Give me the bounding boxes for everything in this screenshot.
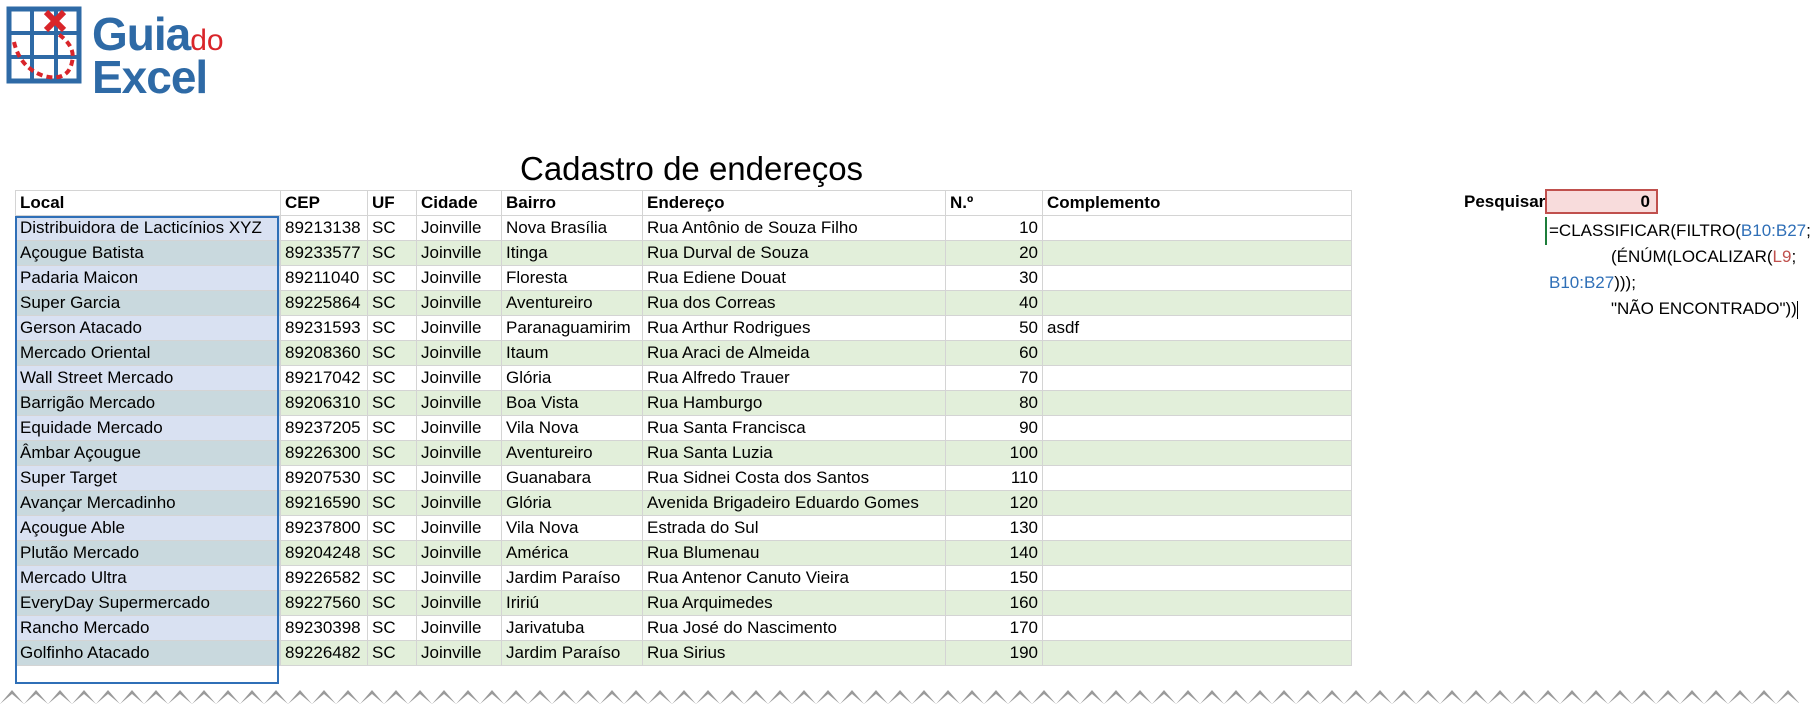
header-cidade[interactable]: Cidade: [417, 191, 502, 216]
formula-line-3: B10:B27)));: [1549, 273, 1636, 292]
cell-uf[interactable]: SC: [368, 291, 417, 316]
cell-endereco[interactable]: Rua dos Correas: [643, 291, 946, 316]
cell-cidade[interactable]: Joinville: [417, 616, 502, 641]
cell-complemento[interactable]: [1043, 591, 1352, 616]
cell-endereco[interactable]: Rua Sirius: [643, 641, 946, 666]
formula-line-1: =CLASSIFICAR(FILTRO(B10:B27;: [1549, 221, 1811, 240]
table-row: [16, 316, 1352, 341]
header-complemento[interactable]: Complemento: [1043, 191, 1352, 216]
cell-uf[interactable]: SC: [368, 441, 417, 466]
header-local[interactable]: Local: [16, 191, 281, 216]
cell-cep[interactable]: 89206310: [281, 391, 368, 416]
cell-uf[interactable]: SC: [368, 591, 417, 616]
table-header-row: [16, 191, 1352, 216]
cell-bairro[interactable]: Aventureiro: [502, 441, 643, 466]
cell-complemento[interactable]: [1043, 441, 1352, 466]
cell-cidade[interactable]: Joinville: [417, 341, 502, 366]
cell-local[interactable]: Açougue Able: [16, 516, 281, 541]
spreadsheet-map-icon: [6, 6, 88, 90]
table-row: [16, 391, 1352, 416]
cell-numero[interactable]: 50: [946, 316, 1043, 341]
table-row: [16, 366, 1352, 391]
cell-bairro[interactable]: Iririú: [502, 591, 643, 616]
cell-local[interactable]: Padaria Maicon: [16, 266, 281, 291]
cell-local[interactable]: Golfinho Atacado: [16, 641, 281, 666]
formula-editor-cell[interactable]: [1545, 217, 1811, 325]
cell-cep[interactable]: 89226482: [281, 641, 368, 666]
table-row: [16, 441, 1352, 466]
cell-numero[interactable]: 40: [946, 291, 1043, 316]
cell-cidade[interactable]: Joinville: [417, 241, 502, 266]
cell-local[interactable]: Super Target: [16, 466, 281, 491]
cell-complemento[interactable]: [1043, 641, 1352, 666]
cell-cep[interactable]: 89230398: [281, 616, 368, 641]
cell-bairro[interactable]: Jardim Paraíso: [502, 566, 643, 591]
table-row: [16, 491, 1352, 516]
table-row: [16, 466, 1352, 491]
cell-uf[interactable]: SC: [368, 616, 417, 641]
cell-complemento[interactable]: [1043, 266, 1352, 291]
header-bairro[interactable]: Bairro: [502, 191, 643, 216]
cell-endereco[interactable]: Rua Sidnei Costa dos Santos: [643, 466, 946, 491]
cell-numero[interactable]: 140: [946, 541, 1043, 566]
cell-numero[interactable]: 80: [946, 391, 1043, 416]
table-row: [16, 241, 1352, 266]
cell-bairro[interactable]: Itinga: [502, 241, 643, 266]
table-row: [16, 266, 1352, 291]
cell-numero[interactable]: 150: [946, 566, 1043, 591]
cell-endereco[interactable]: Avenida Brigadeiro Eduardo Gomes: [643, 491, 946, 516]
cell-bairro[interactable]: Paranaguamirim: [502, 316, 643, 341]
cell-numero[interactable]: 190: [946, 641, 1043, 666]
cell-cidade[interactable]: Joinville: [417, 516, 502, 541]
cell-cidade[interactable]: Joinville: [417, 441, 502, 466]
cell-cep[interactable]: 89233577: [281, 241, 368, 266]
cell-endereco[interactable]: Rua Araci de Almeida: [643, 341, 946, 366]
cell-numero[interactable]: 160: [946, 591, 1043, 616]
cell-uf[interactable]: SC: [368, 516, 417, 541]
cell-bairro[interactable]: Jarivatuba: [502, 616, 643, 641]
table-row: [16, 341, 1352, 366]
cell-local[interactable]: Âmbar Açougue: [16, 441, 281, 466]
cell-cep[interactable]: 89213138: [281, 216, 368, 241]
cell-complemento[interactable]: [1043, 541, 1352, 566]
header-numero[interactable]: N.º: [946, 191, 1043, 216]
cell-cidade[interactable]: Joinville: [417, 541, 502, 566]
cell-uf[interactable]: SC: [368, 341, 417, 366]
cell-cep[interactable]: 89211040: [281, 266, 368, 291]
cell-cidade[interactable]: Joinville: [417, 291, 502, 316]
cell-uf[interactable]: SC: [368, 416, 417, 441]
cell-uf[interactable]: SC: [368, 466, 417, 491]
cell-numero[interactable]: 170: [946, 616, 1043, 641]
cell-endereco[interactable]: Rua Alfredo Trauer: [643, 366, 946, 391]
header-uf[interactable]: UF: [368, 191, 417, 216]
table-row: [16, 591, 1352, 616]
cell-uf[interactable]: SC: [368, 366, 417, 391]
cell-complemento[interactable]: [1043, 416, 1352, 441]
cell-cep[interactable]: 89204248: [281, 541, 368, 566]
cell-endereco[interactable]: Rua Hamburgo: [643, 391, 946, 416]
cell-uf[interactable]: SC: [368, 391, 417, 416]
formula-line-2: (ÉNÚM(LOCALIZAR(L9;: [1611, 247, 1797, 266]
cell-bairro[interactable]: Vila Nova: [502, 516, 643, 541]
cell-local[interactable]: Rancho Mercado: [16, 616, 281, 641]
cell-numero[interactable]: 100: [946, 441, 1043, 466]
cell-local[interactable]: Barrigão Mercado: [16, 391, 281, 416]
cell-endereco[interactable]: Rua Santa Luzia: [643, 441, 946, 466]
cell-bairro[interactable]: Floresta: [502, 266, 643, 291]
cell-endereco[interactable]: Rua Arthur Rodrigues: [643, 316, 946, 341]
cell-cep[interactable]: 89226300: [281, 441, 368, 466]
cell-cep[interactable]: 89227560: [281, 591, 368, 616]
cell-complemento[interactable]: [1043, 291, 1352, 316]
cell-complemento[interactable]: [1043, 516, 1352, 541]
header-cep[interactable]: CEP: [281, 191, 368, 216]
cell-numero[interactable]: 10: [946, 216, 1043, 241]
search-input-cell[interactable]: 0: [1545, 189, 1658, 214]
cell-numero[interactable]: 60: [946, 341, 1043, 366]
cell-cidade[interactable]: Joinville: [417, 416, 502, 441]
cell-cidade[interactable]: Joinville: [417, 641, 502, 666]
cell-bairro[interactable]: Boa Vista: [502, 391, 643, 416]
cell-endereco[interactable]: Estrada do Sul: [643, 516, 946, 541]
cell-complemento[interactable]: [1043, 366, 1352, 391]
cell-local[interactable]: Avançar Mercadinho: [16, 491, 281, 516]
cell-endereco[interactable]: Rua Ediene Douat: [643, 266, 946, 291]
cell-bairro[interactable]: Glória: [502, 366, 643, 391]
cell-cidade[interactable]: Joinville: [417, 566, 502, 591]
cell-numero[interactable]: 120: [946, 491, 1043, 516]
cell-cep[interactable]: 89208360: [281, 341, 368, 366]
table-row: [16, 291, 1352, 316]
cell-endereco[interactable]: Rua Blumenau: [643, 541, 946, 566]
cell-bairro[interactable]: Itaum: [502, 341, 643, 366]
cell-endereco[interactable]: Rua José do Nascimento: [643, 616, 946, 641]
cell-complemento[interactable]: asdf: [1043, 316, 1352, 341]
table-row: [16, 616, 1352, 641]
table-row: [16, 566, 1352, 591]
cell-uf[interactable]: SC: [368, 641, 417, 666]
cell-complemento[interactable]: [1043, 566, 1352, 591]
cell-numero[interactable]: 70: [946, 366, 1043, 391]
cell-endereco[interactable]: Rua Durval de Souza: [643, 241, 946, 266]
cell-endereco[interactable]: Rua Santa Francisca: [643, 416, 946, 441]
cell-complemento[interactable]: [1043, 241, 1352, 266]
cell-complemento[interactable]: [1043, 341, 1352, 366]
cell-cep[interactable]: 89231593: [281, 316, 368, 341]
cell-cep[interactable]: 89226582: [281, 566, 368, 591]
cell-local[interactable]: Wall Street Mercado: [16, 366, 281, 391]
cell-uf[interactable]: SC: [368, 491, 417, 516]
cell-complemento[interactable]: [1043, 491, 1352, 516]
cell-endereco[interactable]: Rua Arquimedes: [643, 591, 946, 616]
cell-local[interactable]: EveryDay Supermercado: [16, 591, 281, 616]
address-table: [15, 190, 1352, 666]
logo-text: Guiado Excel: [92, 8, 224, 103]
cell-bairro[interactable]: América: [502, 541, 643, 566]
cell-cidade[interactable]: Joinville: [417, 366, 502, 391]
cell-endereco[interactable]: Rua Antenor Canuto Vieira: [643, 566, 946, 591]
cell-uf[interactable]: SC: [368, 266, 417, 291]
text-cursor: [1797, 301, 1798, 319]
cell-cep[interactable]: 89216590: [281, 491, 368, 516]
cell-uf[interactable]: SC: [368, 241, 417, 266]
cell-complemento[interactable]: [1043, 466, 1352, 491]
cell-cep[interactable]: 89225864: [281, 291, 368, 316]
formula-line-4: "NÃO ENCONTRADO")): [1611, 299, 1797, 318]
cell-bairro[interactable]: Jardim Paraíso: [502, 641, 643, 666]
cell-bairro[interactable]: Vila Nova: [502, 416, 643, 441]
cell-numero[interactable]: 130: [946, 516, 1043, 541]
cell-bairro[interactable]: Glória: [502, 491, 643, 516]
cell-numero[interactable]: 20: [946, 241, 1043, 266]
table-row: [16, 516, 1352, 541]
table-row: [16, 641, 1352, 666]
cell-uf[interactable]: SC: [368, 566, 417, 591]
cell-complemento[interactable]: [1043, 216, 1352, 241]
cell-local[interactable]: Gerson Atacado: [16, 316, 281, 341]
cell-cep[interactable]: 89207530: [281, 466, 368, 491]
cell-cidade[interactable]: Joinville: [417, 216, 502, 241]
cell-cep[interactable]: 89237205: [281, 416, 368, 441]
cell-cep[interactable]: 89237800: [281, 516, 368, 541]
cell-numero[interactable]: 90: [946, 416, 1043, 441]
cell-local[interactable]: Mercado Oriental: [16, 341, 281, 366]
cell-cidade[interactable]: Joinville: [417, 391, 502, 416]
cell-uf[interactable]: SC: [368, 541, 417, 566]
table-row: [16, 216, 1352, 241]
cell-cidade[interactable]: Joinville: [417, 266, 502, 291]
cell-numero[interactable]: 30: [946, 266, 1043, 291]
cell-local[interactable]: Super Garcia: [16, 291, 281, 316]
guia-do-excel-logo: [6, 6, 266, 103]
cell-endereco[interactable]: Rua Antônio de Souza Filho: [643, 216, 946, 241]
cell-cidade[interactable]: Joinville: [417, 591, 502, 616]
torn-edge-decoration: [0, 686, 1799, 704]
sheet-title: Cadastro de endereços: [520, 150, 864, 187]
cell-local[interactable]: Mercado Ultra: [16, 566, 281, 591]
cell-numero[interactable]: 110: [946, 466, 1043, 491]
cell-cidade[interactable]: Joinville: [417, 466, 502, 491]
table-row: [16, 416, 1352, 441]
cell-complemento[interactable]: [1043, 616, 1352, 641]
cell-cep[interactable]: 89217042: [281, 366, 368, 391]
cell-local[interactable]: Plutão Mercado: [16, 541, 281, 566]
table-row: [16, 541, 1352, 566]
cell-complemento[interactable]: [1043, 391, 1352, 416]
cell-bairro[interactable]: Nova Brasília: [502, 216, 643, 241]
cell-cidade[interactable]: Joinville: [417, 491, 502, 516]
cell-local[interactable]: Distribuidora de Lacticínios XYZ: [16, 216, 281, 241]
cell-uf[interactable]: SC: [368, 216, 417, 241]
cell-local[interactable]: Açougue Batista: [16, 241, 281, 266]
search-label: Pesquisar: [1464, 192, 1546, 211]
cell-uf[interactable]: SC: [368, 316, 417, 341]
cell-edit-caret: [1545, 217, 1547, 245]
cell-cidade[interactable]: Joinville: [417, 316, 502, 341]
cell-local[interactable]: Equidade Mercado: [16, 416, 281, 441]
cell-bairro[interactable]: Guanabara: [502, 466, 643, 491]
header-endereco[interactable]: Endereço: [643, 191, 946, 216]
cell-bairro[interactable]: Aventureiro: [502, 291, 643, 316]
